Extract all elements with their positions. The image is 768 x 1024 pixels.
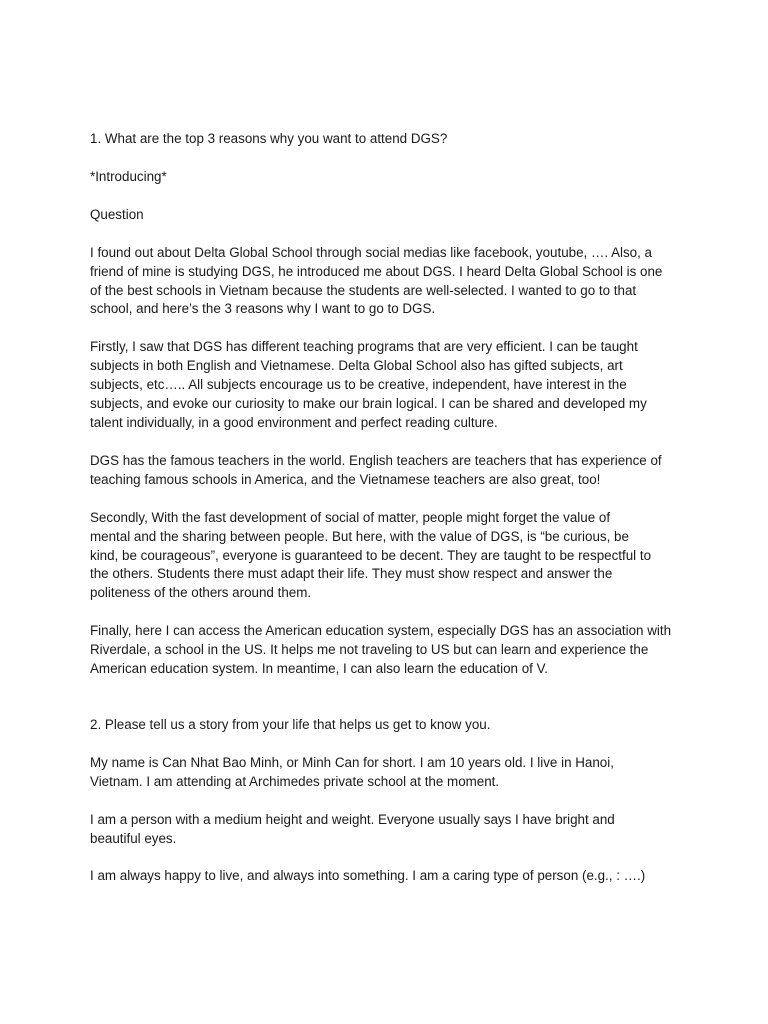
paragraph-firstly: Firstly, I saw that DGS has different teaching programs that are very efficient. I can be taught subjects in both English and Vietnamese. Delta Global School also has gifted subjects, art subjects, etc….. All subjects encourage us to be creative, independent, have interest in the subjects, and evoke our curiosity to make our brain logical. I can be shared and developed my talent individually, in a good environment and perfect reading culture. <box>90 339 647 430</box>
question-2-heading: 2. Please tell us a story from your life that helps us get to know you. <box>90 716 491 732</box>
document-page <box>90 130 690 905</box>
paragraph-teachers: DGS has the famous teachers in the world. English teachers are teachers that has experience of teaching famous schools in America, and the Vietnamese teachers are also great, too! <box>90 452 662 487</box>
question-1-heading: 1. What are the top 3 reasons why you want to attend DGS? <box>90 131 448 146</box>
paragraph-secondly: Secondly, With the fast development of social of matter, people might forget the value of mental and the sharing between people. But here, with the value of DGS, is “be curious, be kind, be courageous”, everyone is guaranteed to be decent. They are taught to be respectful to the others. Students there must adapt their life. They must show respect and answer the politeness of the others around them. <box>90 509 652 601</box>
paragraph-intro: I found out about Delta Global School through social medias like facebook, youtube, …. Also, a friend of mine is studying DGS, he introduced me about DGS. I heard Delta Global School is one of the best schools in Vietnam because the students are well-selected. I wanted to go to that school, and here’s the 3 reasons why I want to go to DGS. <box>90 244 663 317</box>
introducing-label: *Introducing* <box>90 168 167 184</box>
spacer <box>90 698 690 716</box>
paragraph-finally: Finally, here I can access the American education system, especially DGS has an association with Riverdale, a school in the US. It helps me not traveling to US but can learn and experience the American education system. In meantime, I can also learn the education of V. <box>90 623 672 677</box>
question-label: Question <box>90 206 144 222</box>
paragraph-appearance: I am a person with a medium height and weight. Everyone usually says I have bright and beautiful eyes. <box>90 811 615 846</box>
paragraph-name: My name is Can Nhat Bao Minh, or Minh Can for short. I am 10 years old. I live in Hanoi, Vietnam. I am attending at Archimedes private school at the moment. <box>90 754 614 789</box>
paragraph-personality: I am always happy to live, and always into something. I am a caring type of person (e.g., : ….) <box>90 868 646 884</box>
